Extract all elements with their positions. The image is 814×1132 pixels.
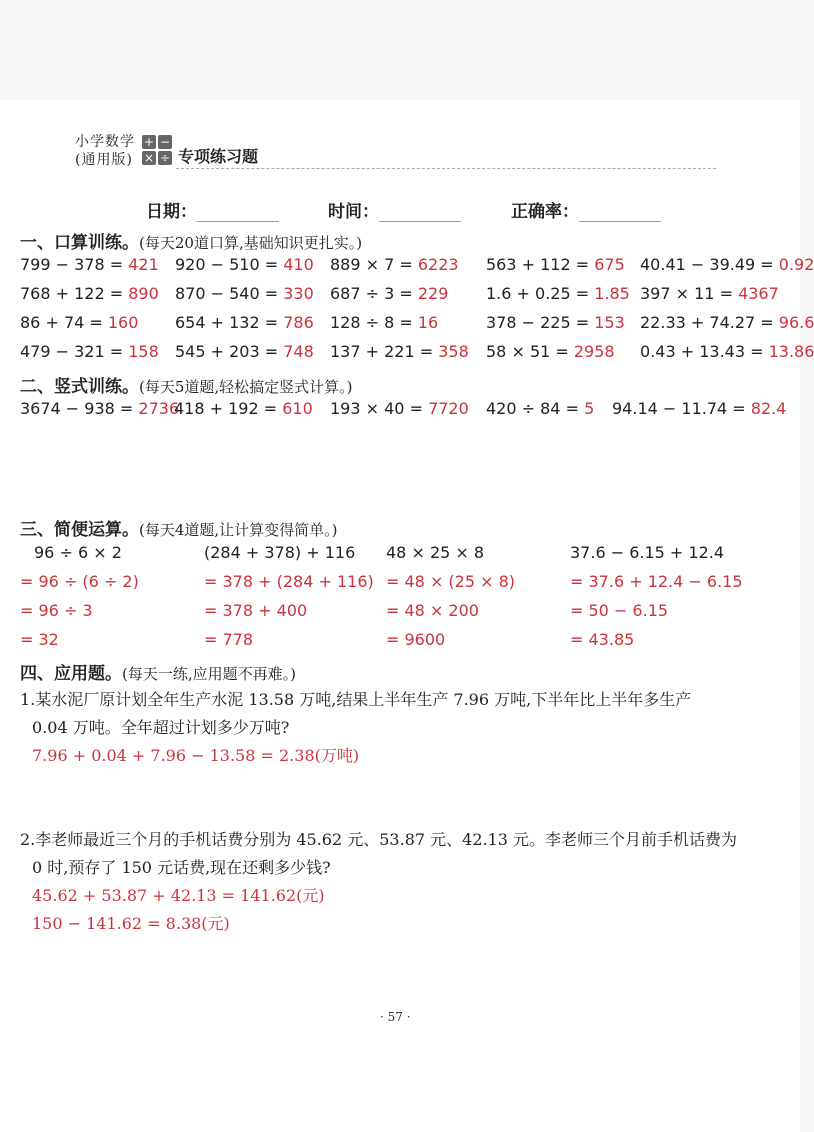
problem-1-answer: 7.96 + 0.04 + 7.96 − 13.58 = 2.38(万吨) (32, 746, 360, 765)
oral-calc-item (486, 255, 625, 274)
word-problem-1 (20, 686, 691, 770)
accuracy-label: 正确率： (511, 202, 579, 222)
answer-text: 675 (594, 255, 625, 274)
minus-icon: − (159, 135, 171, 149)
question-text: 378 − 225 = (486, 313, 595, 332)
date-label: 日期： (146, 202, 197, 222)
oral-calc-item (330, 255, 459, 274)
answer-text: 748 (283, 342, 314, 361)
section-2-title: 二、竖式训练。 (20, 377, 139, 397)
section-4-note: (每天一练,应用题不再难。) (122, 665, 296, 683)
word-problem-2 (20, 826, 737, 938)
problem-1-line-1: 1.某水泥厂原计划全年生产水泥 13.58 万吨,结果上半年生产 7.96 万吨,下半年比上半年多生产 (20, 690, 692, 709)
answer-text: 13.86 (768, 342, 814, 361)
section-3-title: 三、简便运算。 (20, 520, 139, 540)
question-text: 1.6 + 0.25 = (486, 284, 595, 303)
divide-icon: ÷ (159, 151, 171, 165)
vertical-calc-item (174, 399, 313, 418)
oral-calc-item (20, 342, 159, 361)
oral-calc-item (330, 284, 448, 303)
question-text: 94.14 − 11.74 = (612, 399, 751, 418)
simplify-expression: 37.6 − 6.15 + 12.4 (570, 543, 725, 562)
answer-text: 2736 (138, 399, 180, 418)
oral-calc-item (640, 313, 814, 332)
question-text: 193 × 40 = (330, 399, 429, 418)
oral-calc-item (640, 284, 779, 303)
vertical-calc-item (486, 399, 594, 418)
simplify-step: = 96 ÷ (6 ÷ 2) (20, 572, 139, 591)
problem-2-line-2: 0 时,预存了 150 元话费,现在还剩多少钱? (32, 858, 331, 877)
plus-icon: + (143, 135, 155, 149)
question-text: 870 − 540 = (175, 284, 284, 303)
answer-text: 96.6 (778, 313, 814, 332)
answer-text: 6223 (417, 255, 459, 274)
section-1-note: (每天20道口算,基础知识更扎实。) (139, 234, 363, 252)
question-text: 40.41 − 39.49 = (640, 255, 779, 274)
problem-2-answer-2: 150 − 141.62 = 8.38(元) (32, 914, 230, 933)
simplify-step: = 43.85 (570, 630, 635, 649)
simplify-step: = 37.6 + 12.4 − 6.15 (570, 572, 743, 591)
section-1-title: 一、口算训练。 (20, 233, 139, 253)
section-2-heading (20, 372, 353, 397)
question-text: 0.43 + 13.43 = (640, 342, 769, 361)
question-text: 799 − 378 = (20, 255, 129, 274)
date-field (146, 197, 279, 222)
simplify-expression: 48 × 25 × 8 (386, 543, 485, 562)
simplify-step: = 9600 (386, 630, 446, 649)
question-text: 768 + 122 = (20, 284, 129, 303)
oral-calc-item (330, 342, 469, 361)
oral-calc-item (640, 255, 814, 274)
simplify-step: = 96 ÷ 3 (20, 601, 93, 620)
time-field (328, 197, 461, 222)
oral-calc-item (640, 342, 814, 361)
simplify-step: = 48 × 200 (386, 601, 479, 620)
brand-line-2: (通用版) (75, 152, 133, 168)
oral-calc-item (486, 284, 630, 303)
answer-text: 610 (282, 399, 313, 418)
answer-text: 158 (128, 342, 159, 361)
section-4-heading (20, 659, 296, 684)
oral-calc-item (20, 313, 138, 332)
oral-calc-item (20, 255, 159, 274)
answer-text: 0.92 (778, 255, 814, 274)
answer-text: 4367 (738, 284, 779, 303)
answer-text: 7720 (428, 399, 469, 418)
oral-calc-item (20, 284, 159, 303)
section-2-note: (每天5道题,轻松搞定竖式计算。) (139, 378, 353, 396)
oral-calc-item (175, 284, 314, 303)
page-number: · 57 · (380, 1010, 411, 1024)
oral-calc-item (486, 313, 625, 332)
question-text: 687 ÷ 3 = (330, 284, 418, 303)
oral-calc-item (486, 342, 615, 361)
answer-text: 330 (283, 284, 314, 303)
question-text: 654 + 132 = (175, 313, 284, 332)
problem-2-answer-1: 45.62 + 53.87 + 42.13 = 141.62(元) (32, 886, 325, 905)
answer-text: 229 (417, 284, 449, 303)
answer-text: 1.85 (594, 284, 630, 303)
problem-2-line-1: 2.李老师最近三个月的手机话费分别为 45.62 元、53.87 元、42.13 元。李老师三个月前手机话费为 (20, 830, 738, 849)
time-label: 时间： (328, 202, 379, 222)
oral-calc-item (330, 313, 438, 332)
answer-text: 160 (107, 313, 139, 332)
accuracy-field (511, 197, 661, 222)
answer-text: 410 (283, 255, 314, 274)
simplify-expression: 96 ÷ 6 × 2 (34, 543, 122, 562)
simplify-step: = 378 + (284 + 116) (204, 572, 374, 591)
question-text: 22.33 + 74.27 = (640, 313, 779, 332)
oral-calc-item (175, 255, 314, 274)
question-text: 420 ÷ 84 = (486, 399, 585, 418)
question-text: 920 − 510 = (175, 255, 284, 274)
time-blank[interactable] (379, 201, 461, 222)
question-text: 397 × 11 = (640, 284, 739, 303)
math-ops-logo (142, 135, 172, 165)
vertical-calc-item (20, 399, 179, 418)
question-text: 128 ÷ 8 = (330, 313, 418, 332)
simplify-step: = 50 − 6.15 (570, 601, 669, 620)
answer-text: 421 (128, 255, 159, 274)
answer-text: 890 (128, 284, 159, 303)
question-text: 479 − 321 = (20, 342, 129, 361)
simplify-step: = 778 (204, 630, 254, 649)
answer-text: 786 (283, 313, 314, 332)
answer-text: 2958 (573, 342, 615, 361)
simplify-step: = 48 × (25 × 8) (386, 572, 516, 591)
question-text: 889 × 7 = (330, 255, 418, 274)
simplify-step: = 32 (20, 630, 59, 649)
answer-text: 82.4 (750, 399, 787, 418)
question-text: 86 + 74 = (20, 313, 108, 332)
question-text: 563 + 112 = (486, 255, 595, 274)
section-3-note: (每天4道题,让计算变得简单。) (139, 521, 338, 539)
question-text: 545 + 203 = (175, 342, 284, 361)
problem-1-line-2: 0.04 万吨。全年超过计划多少万吨? (32, 718, 290, 737)
accuracy-blank[interactable] (579, 201, 661, 222)
worksheet-title: 专项练习题 (178, 147, 259, 166)
question-text: 418 + 192 = (174, 399, 283, 418)
oral-calc-item (175, 342, 314, 361)
vertical-calc-item (612, 399, 786, 418)
question-text: 137 + 221 = (330, 342, 439, 361)
answer-text: 153 (594, 313, 625, 332)
simplify-expression: (284 + 378) + 116 (204, 543, 356, 562)
section-1-heading (20, 228, 362, 253)
simplify-step: = 378 + 400 (204, 601, 308, 620)
question-text: 3674 − 938 = (20, 399, 139, 418)
section-4-title: 四、应用题。 (20, 664, 122, 684)
answer-text: 16 (417, 313, 439, 332)
brand-line-1: 小学数学 (75, 134, 135, 150)
question-text: 58 × 51 = (486, 342, 574, 361)
date-blank[interactable] (197, 201, 279, 222)
answer-text: 358 (438, 342, 469, 361)
vertical-calc-item (330, 399, 469, 418)
brand-label (75, 133, 135, 169)
times-icon: × (143, 151, 155, 165)
section-3-heading (20, 515, 338, 540)
answer-text: 5 (584, 399, 595, 418)
oral-calc-item (175, 313, 314, 332)
